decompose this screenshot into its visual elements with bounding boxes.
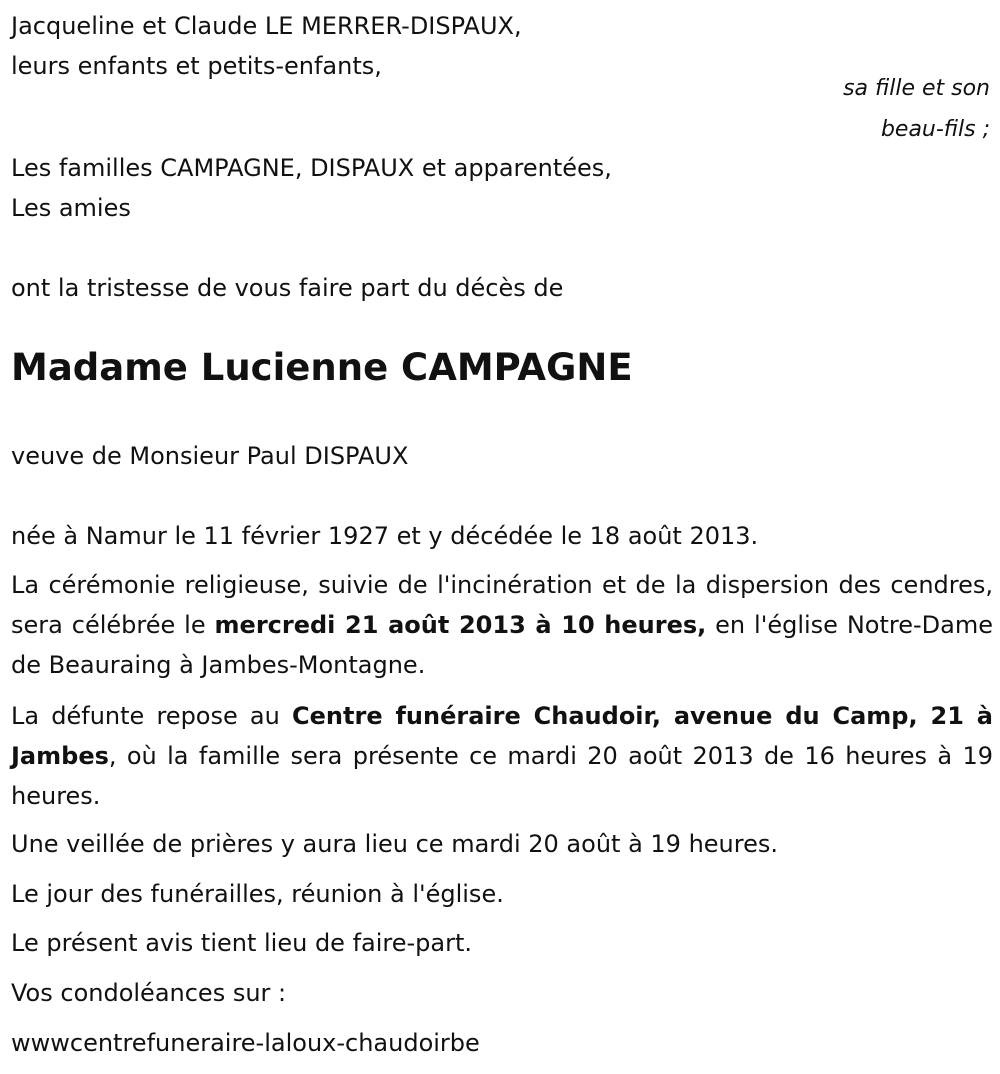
families-line-1: Les familles CAMPAGNE, DISPAUX et apparentées, [11, 154, 612, 182]
birth-death-text: née à Namur le 11 février 1927 et y décédée le 18 août 2013. [11, 522, 759, 550]
rest-paragraph [11, 696, 993, 816]
relation-line-1: sa fille et son [843, 76, 990, 101]
rest-location: Centre funéraire Chaudoir, avenue du Camp, 21 à Jambes [11, 702, 993, 770]
rest-details: , où la famille sera présente ce mardi 20 août 2013 de 16 heures à 19 heures. [11, 742, 993, 810]
notice-text: Le présent avis tient lieu de faire-part. [11, 929, 473, 957]
families-line-2: Les amies [11, 194, 131, 222]
rest-intro: La défunte repose au [11, 702, 293, 730]
ceremony-paragraph [11, 565, 993, 685]
condolences-url: wwwcentrefuneraire-laloux-chaudoirbe [11, 1029, 480, 1057]
condolences-label: Vos condoléances sur : [11, 979, 287, 1007]
ceremony-datetime: mercredi 21 août 2013 à 10 heures, [214, 611, 707, 639]
wake-text: Une veillée de prières y aura lieu ce mardi 20 août à 19 heures. [11, 830, 778, 858]
relation-line-2: beau-fils ; [880, 117, 990, 142]
widow-of-text: veuve de Monsieur Paul DISPAUX [11, 442, 409, 470]
funeral-day-text: Le jour des funérailles, réunion à l'église. [11, 880, 504, 908]
ceremony-place: en l'église Notre-Dame de Beauraing à Jambes-Montagne. [11, 611, 993, 679]
family-line-1: Jacqueline et Claude LE MERRER-DISPAUX, [11, 12, 522, 40]
announcement-text: ont la tristesse de vous faire part du décès de [11, 274, 564, 302]
deceased-name: Madame Lucienne CAMPAGNE [11, 346, 633, 389]
ceremony-intro: La cérémonie religieuse, suivie de l'incinération et de la dispersion des cendres, sera célébrée le [11, 571, 993, 639]
family-line-2: leurs enfants et petits-enfants, [11, 52, 382, 80]
